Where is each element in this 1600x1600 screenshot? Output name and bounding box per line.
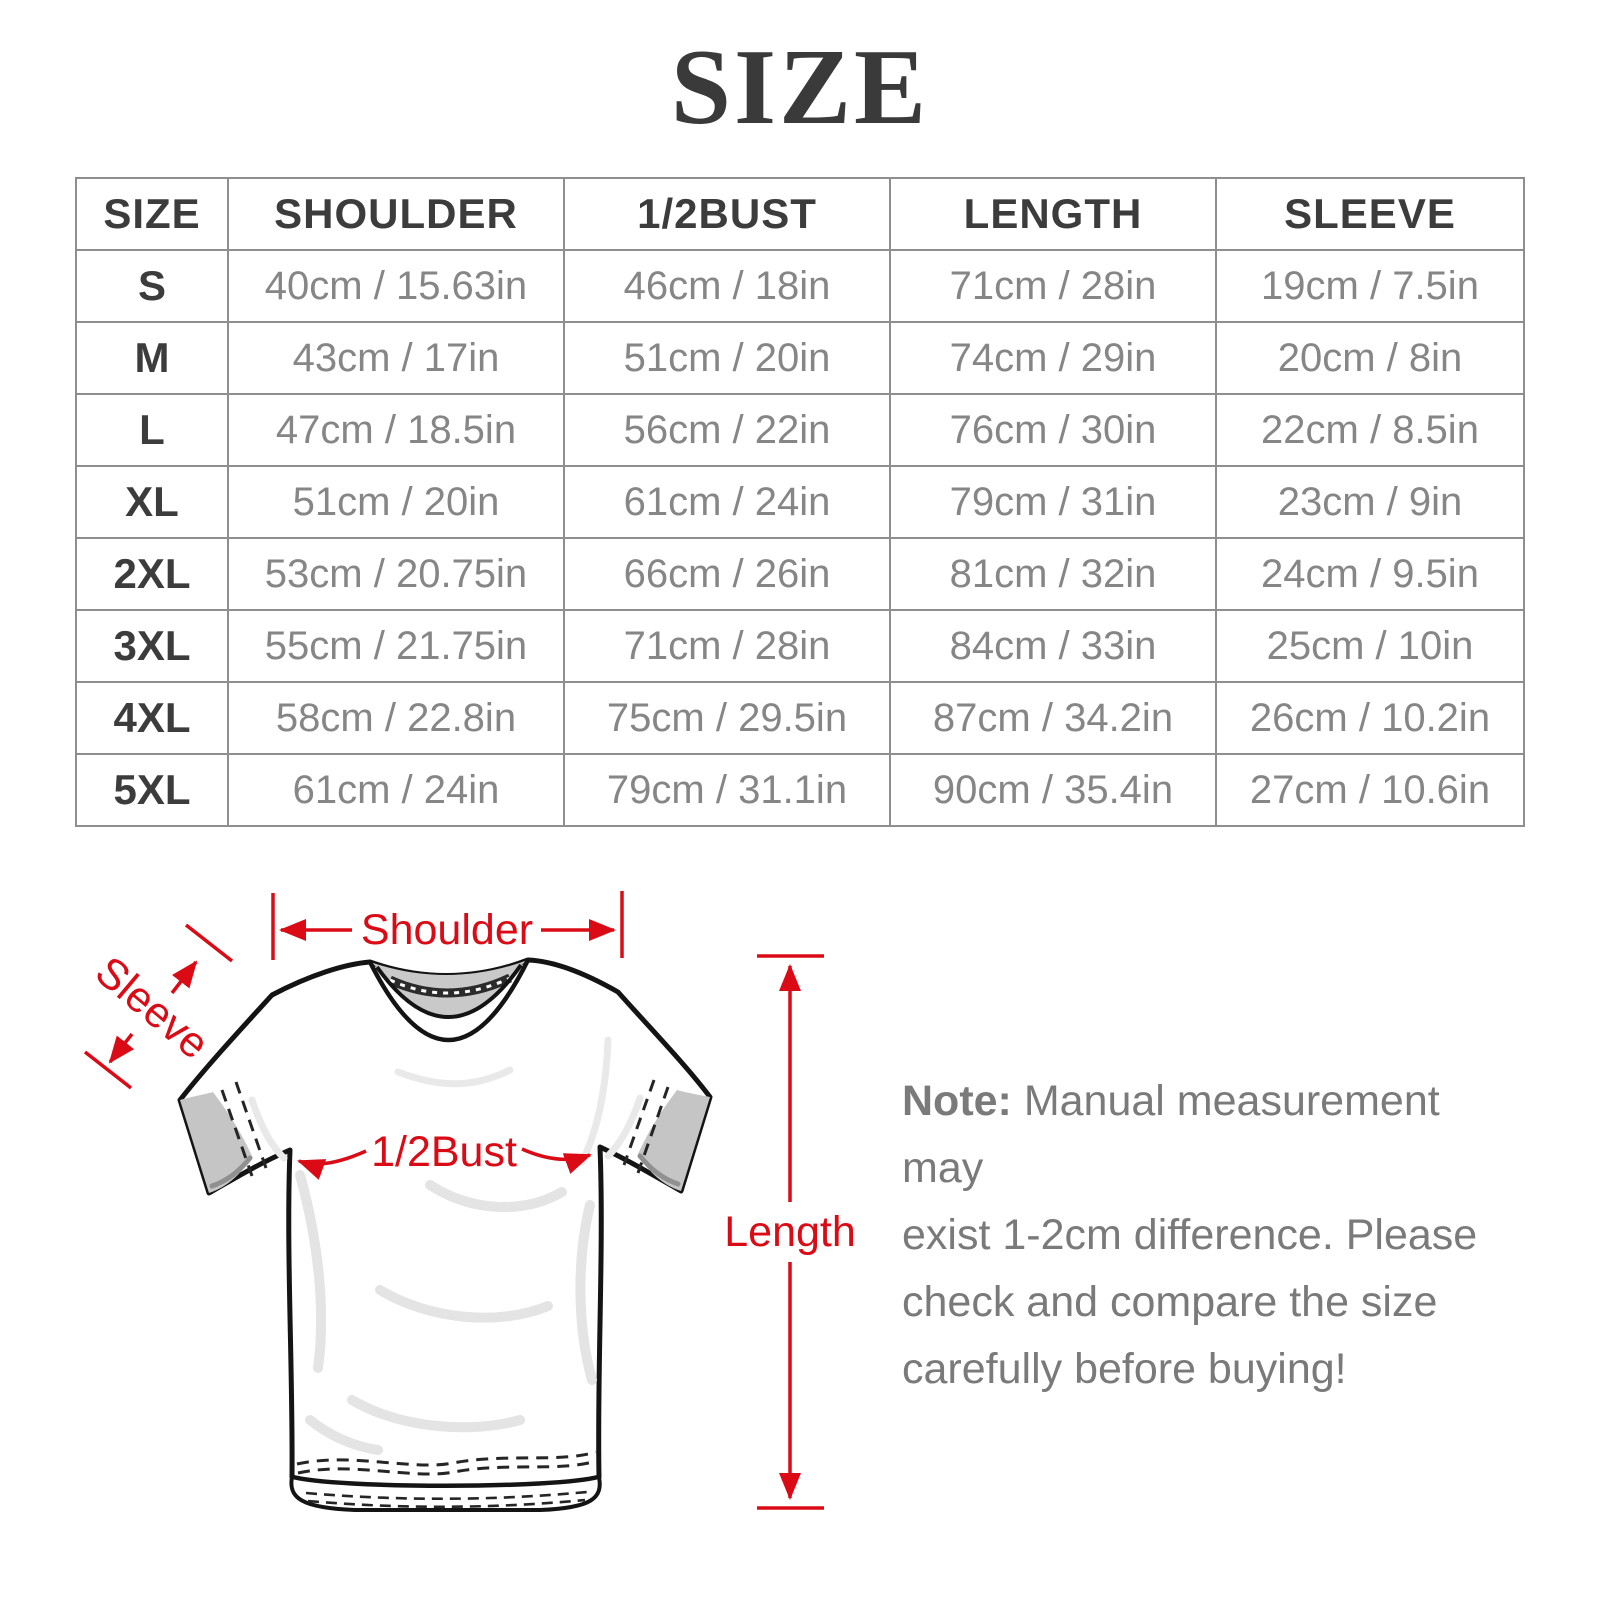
note-line: exist 1-2cm difference. Please — [902, 1211, 1478, 1259]
measurement-cell: 61cm / 24in — [228, 754, 564, 826]
measurement-cell: 40cm / 15.63in — [228, 250, 564, 322]
measurement-cell: 23cm / 9in — [1216, 466, 1524, 538]
row-size-label: 2XL — [76, 538, 228, 610]
measurement-cell: 22cm / 8.5in — [1216, 394, 1524, 466]
measurement-cell: 20cm / 8in — [1216, 322, 1524, 394]
row-size-label: 5XL — [76, 754, 228, 826]
measurement-cell: 58cm / 22.8in — [228, 682, 564, 754]
measurement-cell: 76cm / 30in — [890, 394, 1216, 466]
measurement-cell: 43cm / 17in — [228, 322, 564, 394]
measurement-cell: 24cm / 9.5in — [1216, 538, 1524, 610]
col-header-shoulder: SHOULDER — [228, 178, 564, 250]
row-size-label: 3XL — [76, 610, 228, 682]
measurement-cell: 87cm / 34.2in — [890, 682, 1216, 754]
page-title: SIZE — [670, 28, 930, 147]
measurement-cell: 51cm / 20in — [228, 466, 564, 538]
tshirt-drawing — [180, 960, 710, 1510]
note-label: Note: — [902, 1077, 1012, 1125]
bust-label: 1/2Bust — [371, 1128, 517, 1176]
measurement-cell: 71cm / 28in — [564, 610, 890, 682]
measurement-cell: 47cm / 18.5in — [228, 394, 564, 466]
measurement-cell: 46cm / 18in — [564, 250, 890, 322]
row-size-label: S — [76, 250, 228, 322]
row-size-label: XL — [76, 466, 228, 538]
col-header-sleeve: SLEEVE — [1216, 178, 1524, 250]
col-header-size: SIZE — [76, 178, 228, 250]
measurement-cell: 84cm / 33in — [890, 610, 1216, 682]
shoulder-arrow — [273, 891, 622, 960]
measurement-cell: 66cm / 26in — [564, 538, 890, 610]
measurement-cell: 79cm / 31.1in — [564, 754, 890, 826]
note-text: Manual measurement may — [902, 1077, 1440, 1192]
measurement-cell: 51cm / 20in — [564, 322, 890, 394]
measurement-cell: 81cm / 32in — [890, 538, 1216, 610]
measurement-cell: 71cm / 28in — [890, 250, 1216, 322]
measurement-cell: 75cm / 29.5in — [564, 682, 890, 754]
measurement-cell: 27cm / 10.6in — [1216, 754, 1524, 826]
length-arrow — [724, 956, 856, 1508]
col-header-length: LENGTH — [890, 178, 1216, 250]
note-line — [902, 1068, 1502, 1202]
measurement-cell: 56cm / 22in — [564, 394, 890, 466]
note-line: carefully before buying! — [902, 1345, 1347, 1393]
measurement-cell: 25cm / 10in — [1216, 610, 1524, 682]
sleeve-label: Sleeve — [86, 947, 218, 1069]
measurement-cell: 26cm / 10.2in — [1216, 682, 1524, 754]
shoulder-label: Shoulder — [360, 906, 534, 954]
measurement-cell: 53cm / 20.75in — [228, 538, 564, 610]
measurement-cell: 19cm / 7.5in — [1216, 250, 1524, 322]
row-size-label: 4XL — [76, 682, 228, 754]
measurement-cell: 90cm / 35.4in — [890, 754, 1216, 826]
note-line: check and compare the size — [902, 1278, 1438, 1326]
row-size-label: M — [76, 322, 228, 394]
row-size-label: L — [76, 394, 228, 466]
measurement-cell: 74cm / 29in — [890, 322, 1216, 394]
length-label: Length — [724, 1208, 856, 1256]
measurement-cell: 55cm / 21.75in — [228, 610, 564, 682]
measurement-cell: 61cm / 24in — [564, 466, 890, 538]
measurement-cell: 79cm / 31in — [890, 466, 1216, 538]
col-header-bust: 1/2BUST — [564, 178, 890, 250]
note-block — [902, 1068, 1502, 1403]
